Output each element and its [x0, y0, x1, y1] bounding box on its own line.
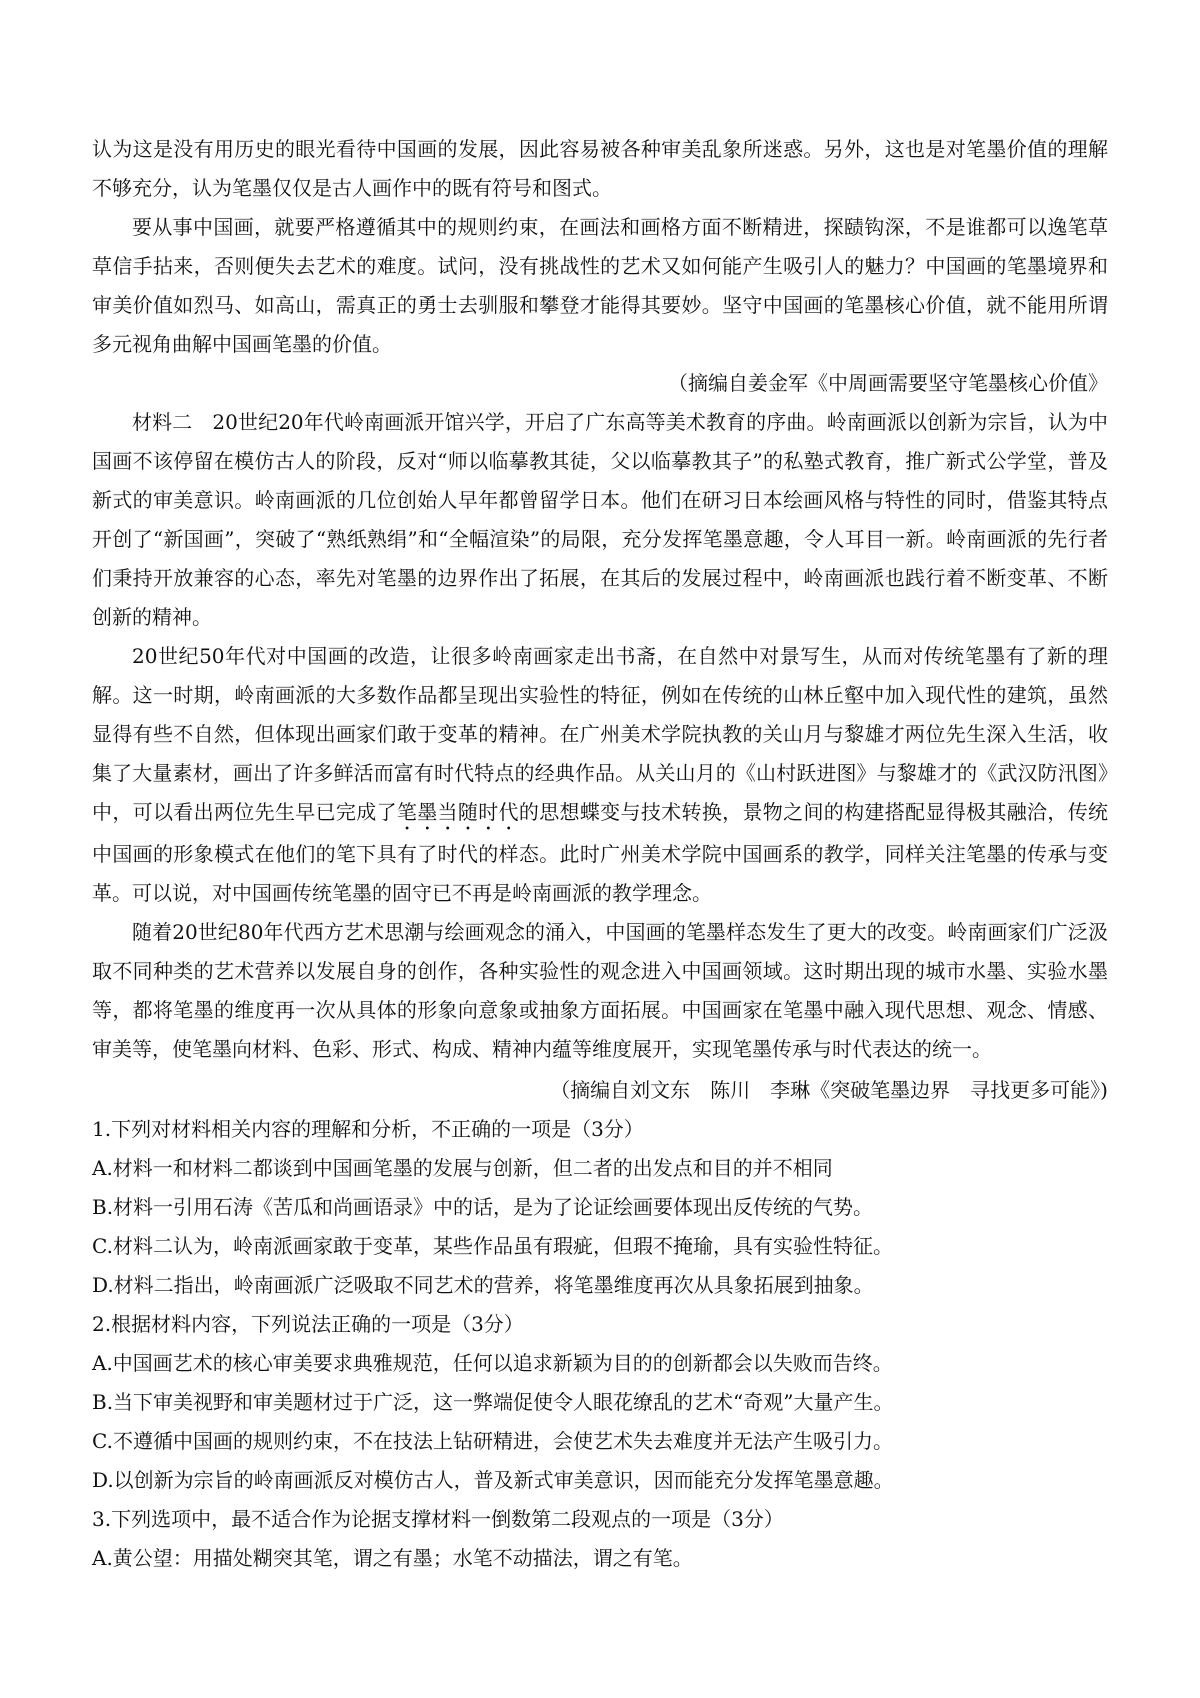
material-one-source: （摘编自姜金军《中周画需要坚守笔墨核心价值》 — [668, 371, 1108, 395]
material-one-paragraph: 认为这是没有用历史的眼光看待中国画的发展，因此容易被各种审美乱象所迷惑。另外，这也是对笔墨价值的理解不够充分，认为笔墨仅仅是古人画作中的既有符号和图式。 — [92, 137, 1108, 200]
material-two-paragraph — [92, 637, 1108, 913]
question-option[interactable]: A.材料一和材料二都谈到中国画笔墨的发展与创新，但二者的出发点和目的并不相同 — [92, 1156, 833, 1180]
question-option[interactable]: C.材料二认为，岭南派画家敢于变革，某些作品虽有瑕疵，但瑕不掩瑜，具有实验性特征。 — [92, 1234, 893, 1258]
question-3 — [92, 1500, 1108, 1578]
question-2 — [92, 1305, 1108, 1500]
emphasized-phrase: 笔墨当随时代 — [396, 800, 519, 824]
question-option[interactable]: D.以创新为宗旨的岭南画派反对模仿古人，普及新式审美意识，因而能充分发挥笔墨意趣。 — [92, 1468, 894, 1492]
paragraph-text: 20世纪50年代对中国画的改造，让很多岭南画家走出书斋，在自然中对景写生，从而对传统笔墨有了新的理解。这一时期，岭南画派的大多数作品都呈现出实验性的特征，例如在传统的山林丘壑中加入现代性的建筑，虽然显得有些不自然，但体现出画家们敢于变革的精神。在广州美术学院执教的关山月与黎雄才两位先生深入生活，收集了大量素材，画出了许多鲜活而富有时代特点的经典作品。从关山月的《山村跃进图》与黎雄才的《武汉防汛图》中，可以看出两位先生早已完成了 — [92, 644, 1108, 824]
question-stem: 3.下列选项中，最不适合作为论据支撑材料一倒数第二段观点的一项是（3分） — [92, 1507, 784, 1531]
question-option[interactable]: B.材料一引用石涛《苦瓜和尚画语录》中的话，是为了论证绘画要体现出反传统的气势。 — [92, 1195, 874, 1219]
material-two-paragraph: 随着20世纪80年代西方艺术思潮与绘画观念的涌入，中国画的笔墨样态发生了更大的改变。岭南画家们广泛汲取不同种类的艺术营养以发展自身的创作，各种实验性的观念进入中国画领域。这时期出现的城市水墨、实验水墨等，都将笔墨的维度再一次从具体的形象向意象或抽象方面拓展。中国画家在笔墨中融入现代思想、观念、情感、审美等，使笔墨向材料、色彩、形式、构成、精神内蕴等维度展开，实现笔墨传承与时代表达的统一。 — [92, 920, 1108, 1061]
question-option[interactable]: B.当下审美视野和审美题材过于广泛，这一弊端促使令人眼花缭乱的艺术“奇观”大量产生。 — [92, 1390, 894, 1414]
paragraph-text: 的思想蝶变与技术转换，景物之间的构建搭配显得极其融洽，传统中国画的形象模式在他们的笔下具有了时代的样态。此时广州美术学院中国画系的教学，同样关注笔墨的传承与变革。可以说，对中国画传统笔墨的固守已不再是岭南画派的教学理念。 — [92, 800, 1109, 905]
question-option[interactable]: A.黄公望：用描处糊突其笔，谓之有墨；水笔不动描法，谓之有笔。 — [92, 1546, 693, 1570]
material-one-paragraph: 要从事中国画，就要严格遵循其中的规则约束，在画法和画格方面不断精进，探赜钩深，不是谁都可以逸笔草草信手拈来，否则便失去艺术的难度。试问，没有挑战性的艺术又如何能产生吸引人的魅力？中国画的笔墨境界和审美价值如烈马、如高山，需真正的勇士去驯服和攀登才能得其要妙。坚守中国画的笔墨核心价值，就不能用所谓多元视角曲解中国画笔墨的价值。 — [92, 215, 1108, 356]
material-two-source: （摘编自刘文东 陈川 李琳《突破笔墨边界 寻找更多可能》) — [550, 1078, 1108, 1102]
question-option[interactable]: C.不遵循中国画的规则约束，不在技法上钻研精进，会使艺术失去难度并无法产生吸引力。 — [92, 1429, 893, 1453]
question-stem: 2.根据材料内容，下列说法正确的一项是（3分） — [92, 1312, 524, 1336]
question-stem: 1.下列对材料相关内容的理解和分析，不正确的一项是（3分） — [92, 1117, 644, 1141]
exam-page — [92, 130, 1108, 1578]
material-two-paragraph: 材料二 20世纪20年代岭南画派开馆兴学，开启了广东高等美术教育的序曲。岭南画派以创新为宗旨，认为中国画不该停留在模仿古人的阶段，反对“师以临摹教其徒，父以临摹教其子”的私塾式教育，推广新式公学堂，普及新式的审美意识。岭南画派的几位创始人早年都曾留学日本。他们在研习日本绘画风格与特性的同时，借鉴其特点开创了“新国画”，突破了“熟纸熟绢”和“全幅渲染”的局限，充分发挥笔墨意趣，令人耳目一新。岭南画派的先行者们秉持开放兼容的心态，率先对笔墨的边界作出了拓展，在其后的发展过程中，岭南画派也践行着不断变革、不断创新的精神。 — [92, 410, 1108, 629]
question-option[interactable]: D.材料二指出，岭南画派广泛吸取不同艺术的营养，将笔墨维度再次从具象拓展到抽象。 — [92, 1273, 874, 1297]
question-option[interactable]: A.中国画艺术的核心审美要求典雅规范，任何以追求新颖为目的的创新都会以失败而告终。 — [92, 1351, 893, 1375]
question-1 — [92, 1110, 1108, 1305]
